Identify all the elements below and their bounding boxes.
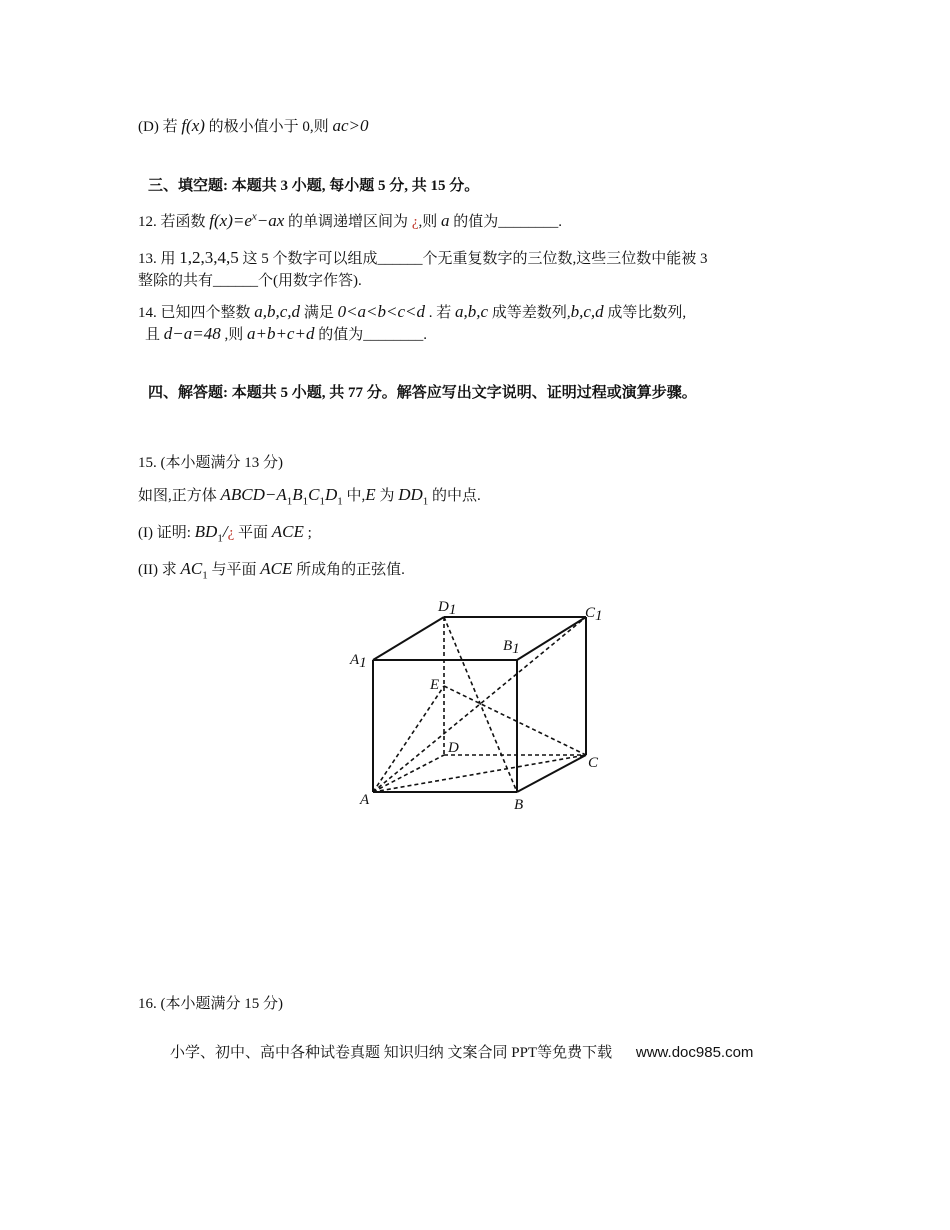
cube-figure	[340, 595, 620, 820]
question-15-intro: 如图,正方体 $ABCD-A_1B_1C_1D_1$ 中,E 为 $DD_1$ 的中点.	[138, 485, 481, 508]
question-14-line2: 且 d−a=48 ,则 a+b+c+d 的值为________.	[145, 324, 427, 343]
footer-text: 小学、初中、高中各种试卷真题 知识归纳 文案合同 PPT等免费下载	[170, 1045, 613, 1061]
label-a: A	[360, 792, 370, 808]
option-d: (D) 若 f(x) 的极小值小于 0,则 ac>0	[138, 116, 369, 135]
label-d: D	[448, 740, 459, 756]
ac-condition: ac>0	[332, 116, 369, 135]
section-3-heading: 三、填空题: 本题共 3 小题, 每小题 5 分, 共 15 分。	[148, 178, 480, 194]
cube-name: $ABCD-A_1B_1C_1D_1$	[220, 485, 343, 508]
label-b1: B1	[503, 638, 520, 657]
q12-function: $f(x)=e^x-ax$	[209, 210, 285, 230]
label-a1: A1	[350, 652, 367, 671]
label-b: B	[514, 797, 524, 813]
question-15-header: 15. (本小题满分 13 分)	[138, 455, 283, 471]
question-14-line1: 14. 已知四个整数 a,b,c,d 满足 0<a<b<c<d . 若 a,b,c 成等差数列,b,c,d 成等比数列,	[138, 302, 687, 321]
question-13-line2: 整除的共有______个(用数字作答).	[138, 273, 362, 289]
question-16-header: 16. (本小题满分 15 分)	[138, 996, 283, 1012]
footer-url: www.doc985.com	[635, 1044, 754, 1061]
label-e: E	[430, 677, 440, 693]
question-15-part1: (I) 证明: $BD_1/¿$ 平面 ACE ;	[138, 522, 312, 545]
label-d1: D1	[438, 599, 457, 618]
section-4-heading: 四、解答题: 本题共 5 小题, 共 77 分。解答应写出文字说明、证明过程或演算步骤。	[148, 385, 697, 401]
missing-glyph: ¿	[411, 214, 419, 230]
footer	[170, 1041, 753, 1062]
fx-expression: f(x)	[181, 116, 205, 135]
label-c1: C1	[585, 605, 603, 624]
question-12: 12. 若函数 $f(x)=e^x-ax$ 的单调递增区间为 ¿,则 a 的值为________.	[138, 210, 563, 230]
label-c: C	[588, 755, 599, 771]
question-15-part2: (II) 求 $AC_1$ 与平面 ACE 所成角的正弦值.	[138, 559, 405, 582]
question-13-line1: 13. 用 1,2,3,4,5 这 5 个数字可以组成______个无重复数字的三位数,这些三位数中能被 3	[138, 248, 708, 267]
